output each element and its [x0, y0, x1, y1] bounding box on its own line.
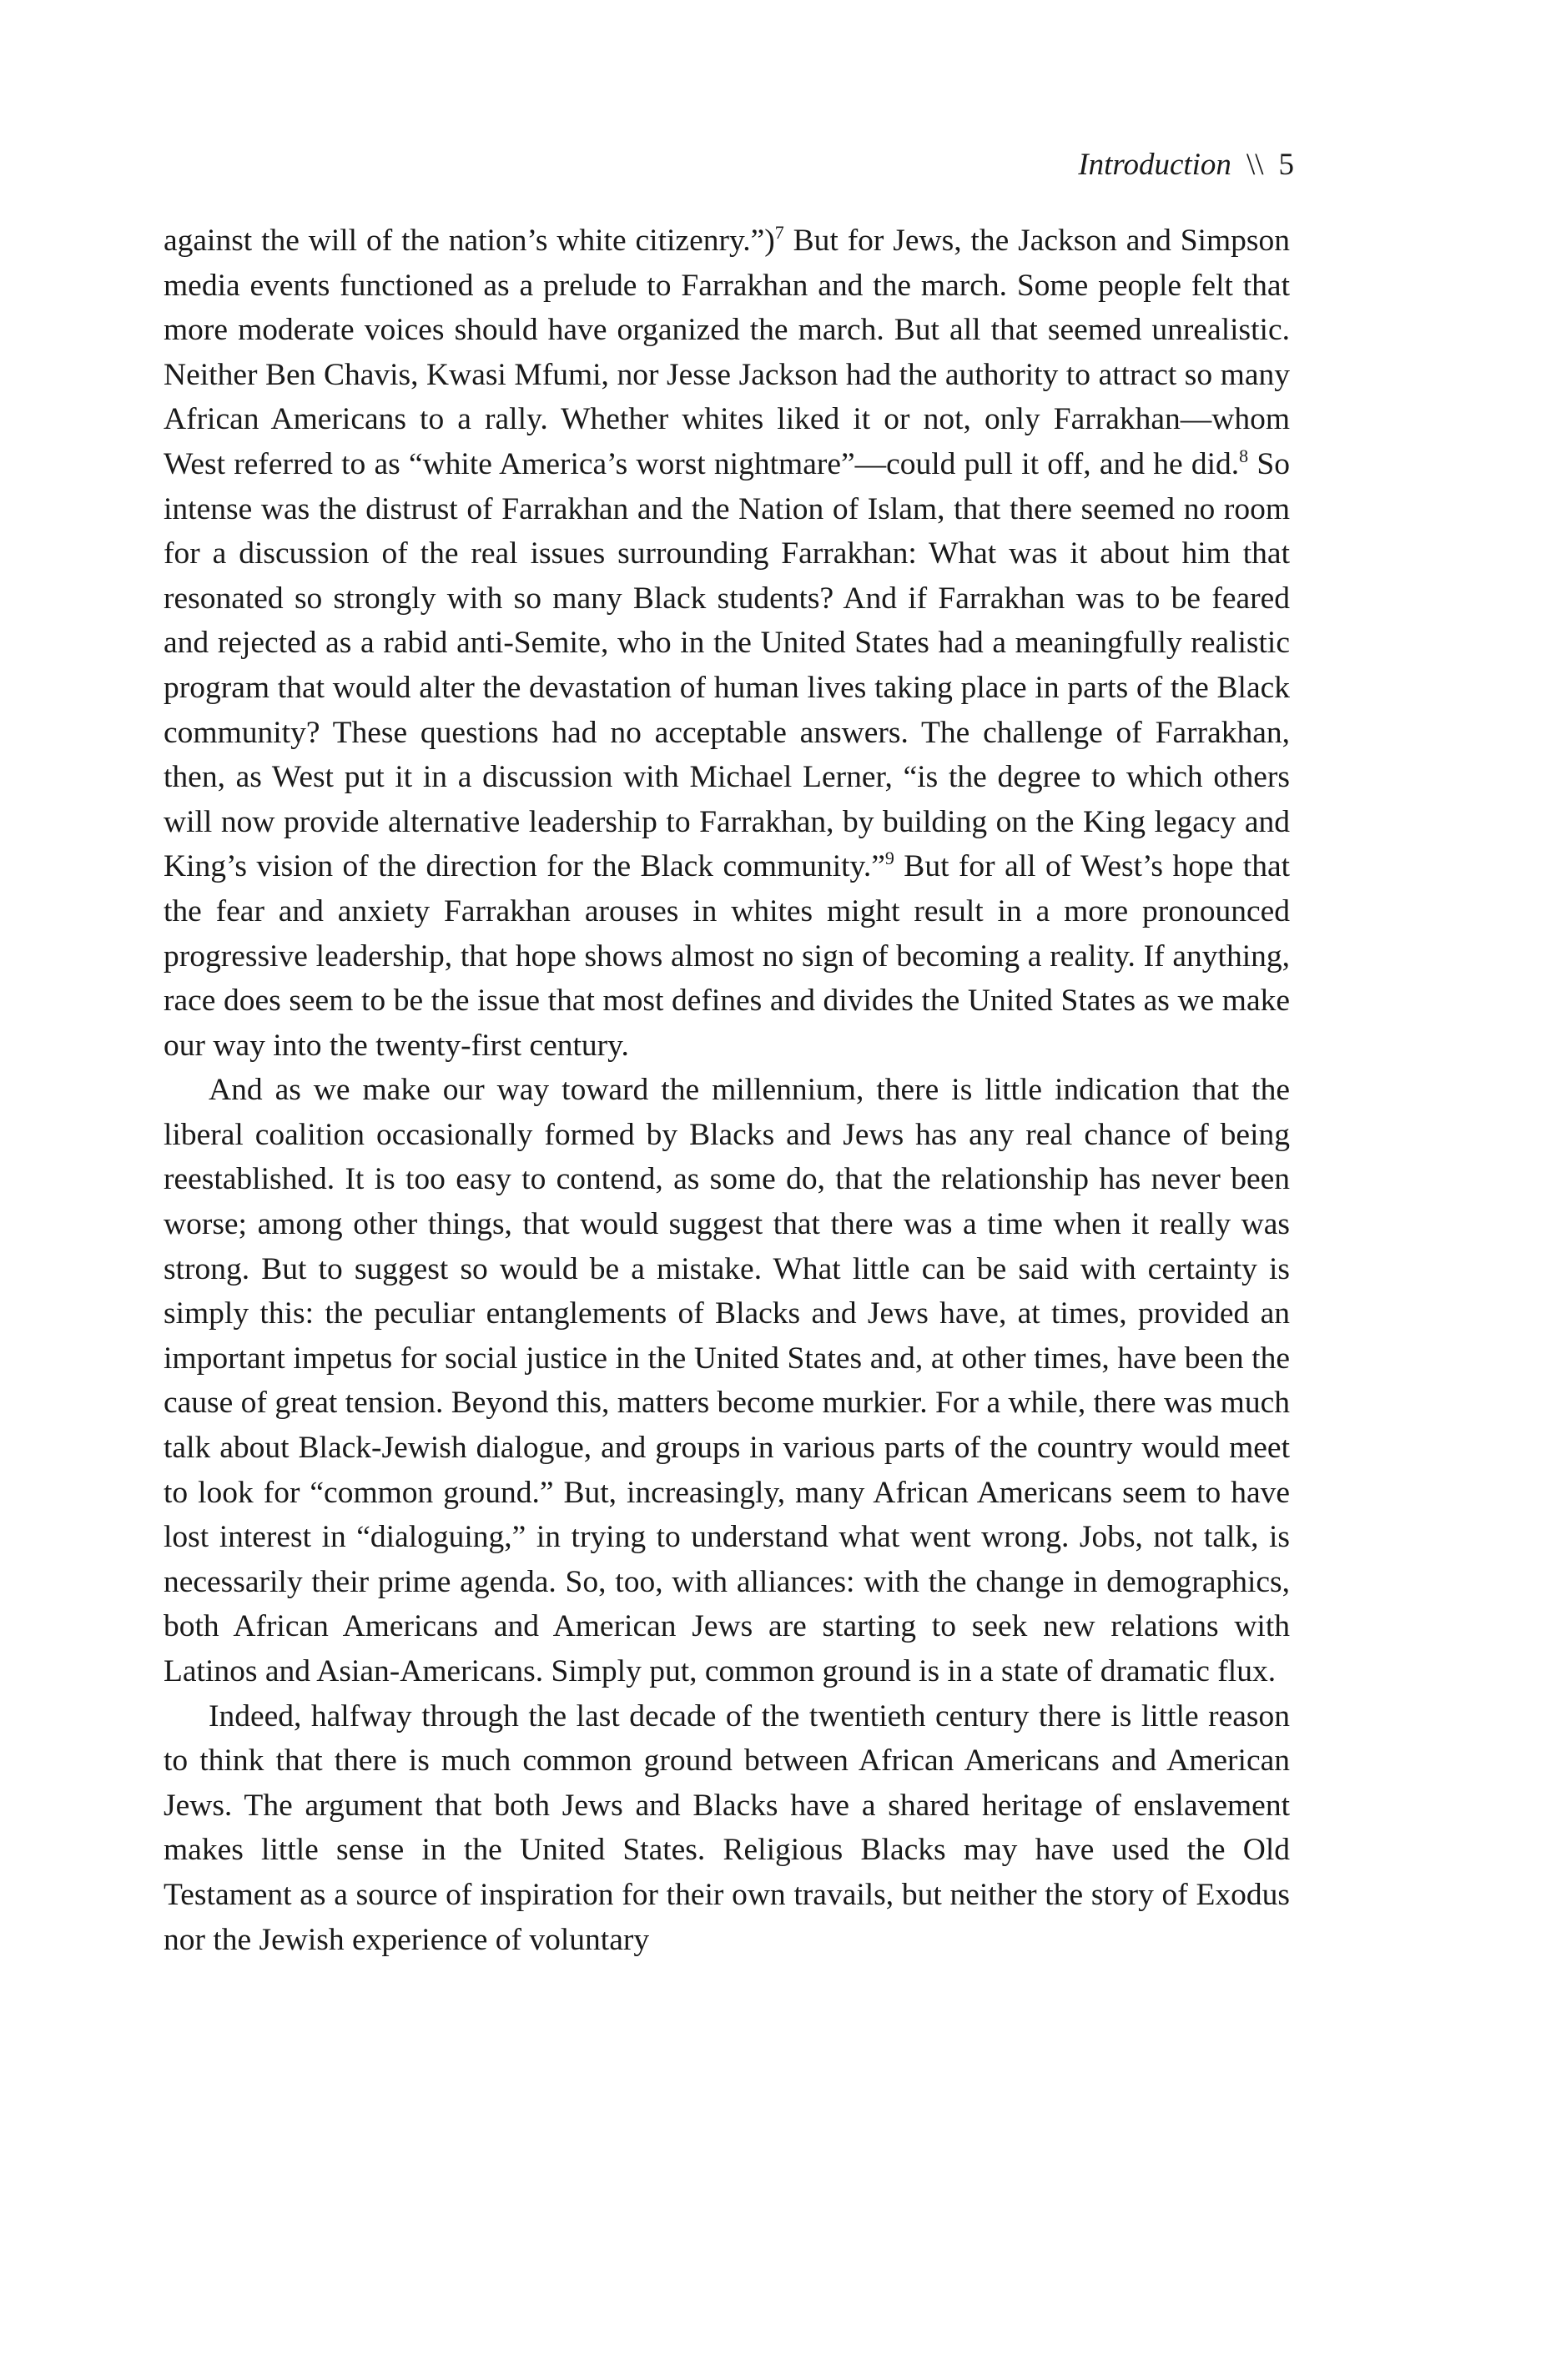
paragraph-1-segment-2: But for Jews, the Jackson and Simpson media events functioned as a prelude to Farrakhan and the march. Some people felt that more moderate voices should have organized the march. But all that seemed unrealistic. Neither Ben Chavis, Kwasi Mfumi, nor Jesse Jackson had the authority to attract so many African Americans to a rally. Whether whites liked it or not, only Farrakhan—whom West referred to as “white America’s worst nightmare”—could pull it off, and he did.: [164, 224, 1290, 481]
chapter-title: Introduction: [1078, 148, 1231, 182]
footnote-ref-7: 7: [774, 222, 784, 243]
paragraph-1-segment-3: So intense was the distrust of Farrakhan and the Nation of Islam, that there seemed no room for a discussion of the real issues surrounding Farrakhan: What was it about him that resonated so strongly with so many Black students? And if Farrakhan was to be feared and rejected as a rabid anti-Semite, who in the United States had a meaningfully realistic program that would alter the devastation of human lives taking place in parts of the Black community? These questions had no acceptable answers. The challenge of Farrakhan, then, as West put it in a discussion with Michael Lerner, “is the degree to which others will now provide alternative leadership to Farrakhan, by building on the King legacy and King’s vision of the direction for the Black community.”: [164, 446, 1290, 884]
paragraph-1: [164, 219, 1290, 1068]
paragraph-3: Indeed, halfway through the last decade of the twentieth century there is little reason to think that there is much common ground between African Americans and American Jews. The argument that both Jews and Blacks have a shared heritage of enslavement makes little sense in the United States. Religious Blacks may have used the Old Testament as a source of inspiration for their own travails, but neither the story of Exodus nor the Jewish experience of voluntary: [164, 1698, 1290, 1957]
footnote-ref-9: 9: [884, 848, 894, 869]
paragraph-2: And as we make our way toward the millennium, there is little indication that the liberal coalition occasionally formed by Blacks and Jews has any real chance of being reestablished. It is too easy to contend, as some do, that the relationship has never been worse; among other things, that would suggest that there was a time when it really was strong. But to suggest so would be a mistake. What little can be said with certainty is simply this: the peculiar entanglements of Blacks and Jews have, at times, provided an important impetus for social justice in the United States and, at other times, have been the cause of great tension. Beyond this, matters become murkier. For a while, there was much talk about Black-Jewish dialogue, and groups in various parts of the country would meet to look for “common ground.” But, increasingly, many African Americans seem to have lost interest in “dialoguing,” in trying to understand what went wrong. Jobs, not talk, is necessarily their prime agenda. So, too, with alliances: with the change in demographics, both African Americans and American Jews are starting to seek new relations with Latinos and Asian-Americans. Simply put, common ground is in a state of dramatic flux.: [164, 1073, 1290, 1688]
running-head: [1078, 147, 1294, 184]
header-separator: \\: [1246, 148, 1264, 182]
page-number: 5: [1278, 148, 1294, 182]
body-text: [164, 219, 1290, 1962]
footnote-ref-8: 8: [1239, 445, 1249, 466]
paragraph-1-segment-1: against the will of the nation’s white citizenry.”): [164, 224, 775, 258]
paragraph-1-segment-4: But for all of West’s hope that the fear and anxiety Farrakhan arouses in whites might result in a more pronounced progressive leadership, that hope shows almost no sign of becoming a reality. If anything, race does seem to be the issue that most defines and divides the United States as we make our way into the twenty-first century.: [164, 849, 1291, 1063]
